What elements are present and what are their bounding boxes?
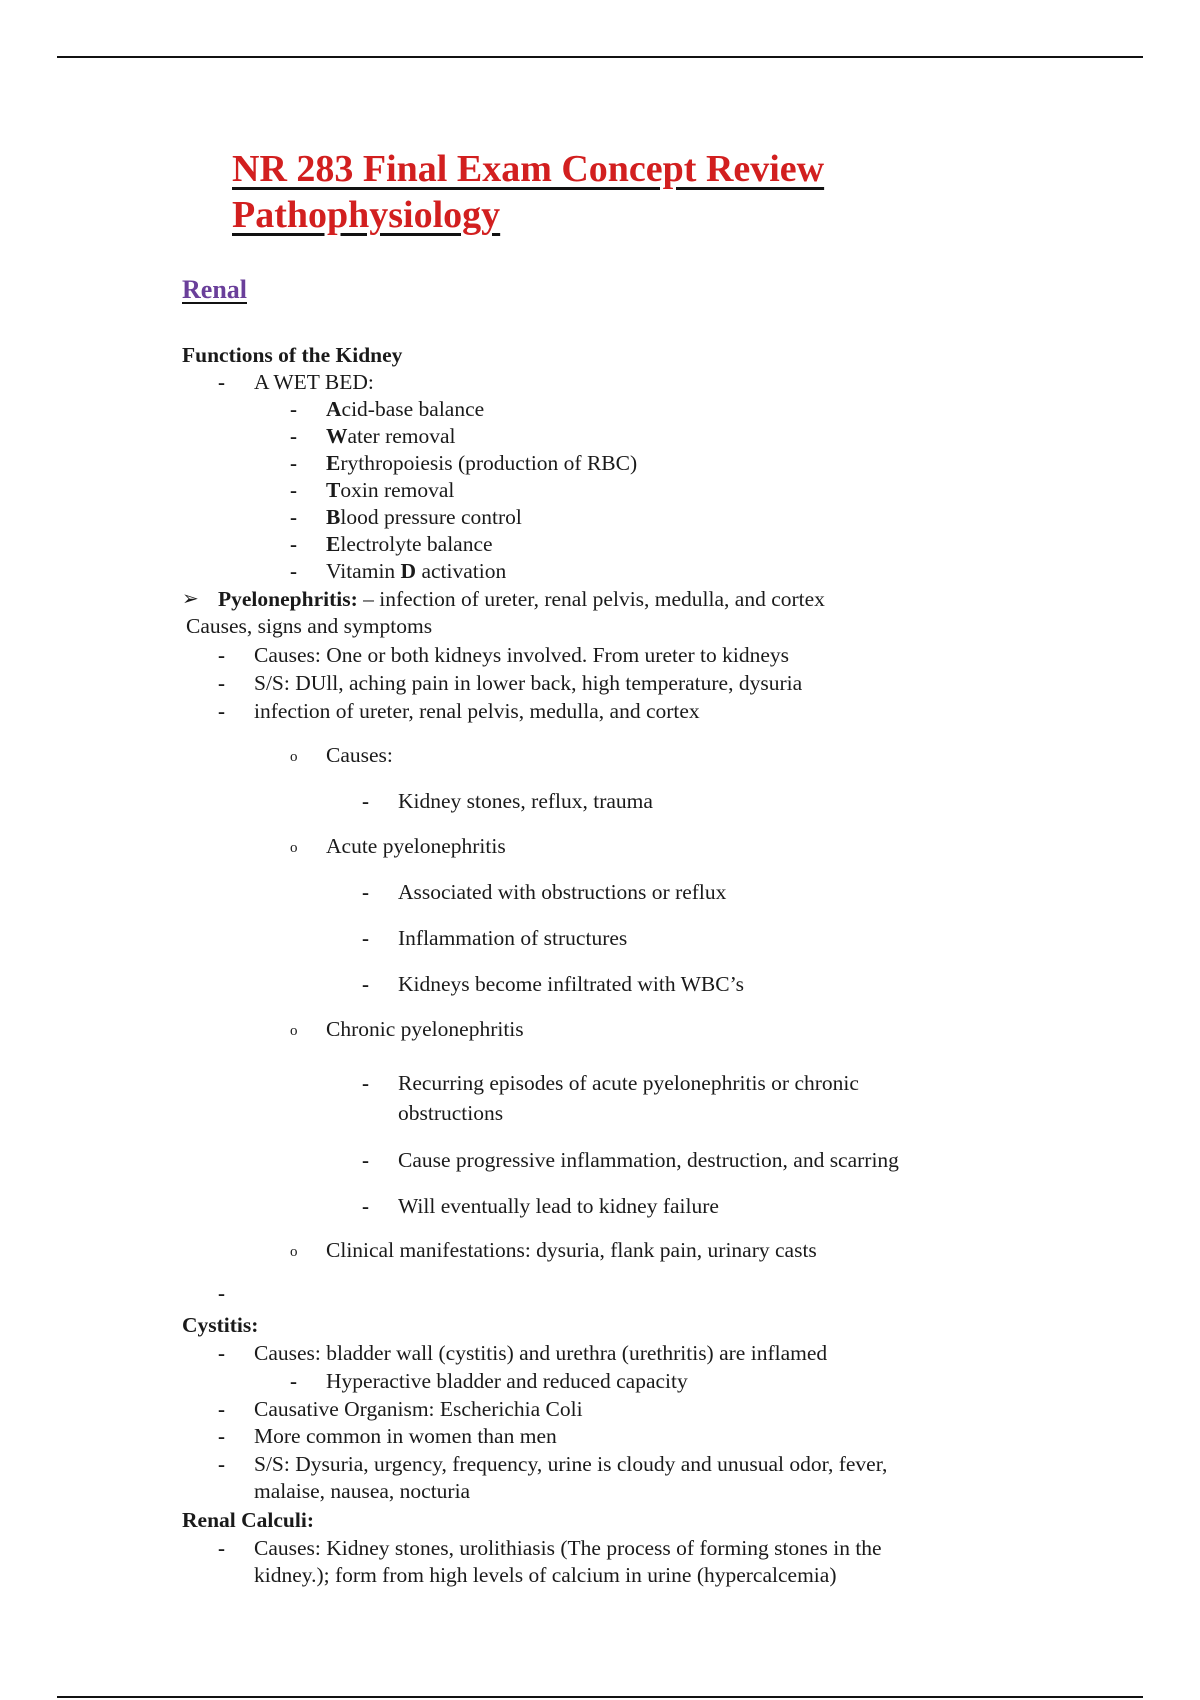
bullet-marker: -: [290, 397, 297, 421]
circle-bullet-icon: o: [290, 1244, 298, 1260]
pyelo-bullet-causes: Causes: One or both kidneys involved. From ureter to kidneys: [254, 643, 790, 667]
bullet-marker: -: [218, 1452, 225, 1476]
title-line-2: Pathophysiology: [232, 194, 501, 236]
bullet-marker: -: [362, 880, 369, 904]
bullet-marker: -: [362, 1148, 369, 1172]
chronic-label: Chronic pyelonephritis: [326, 1017, 524, 1041]
bullet-marker: -: [362, 1071, 369, 1095]
bullet-marker: -: [290, 559, 297, 583]
bullet-marker: -: [290, 424, 297, 448]
bullet-marker: -: [290, 451, 297, 475]
calculi-bullet-continued: kidney.); form from high levels of calcium in urine (hypercalcemia): [254, 1563, 837, 1587]
bullet-marker: -: [218, 1397, 225, 1421]
title-line-1: NR 283 Final Exam Concept Review: [232, 148, 825, 190]
bullet-marker: -: [362, 972, 369, 996]
top-rule: [57, 56, 1143, 58]
arrow-bullet-icon: ➢: [182, 588, 199, 610]
function-item-electrolyte: Electrolyte balance: [326, 532, 493, 556]
circle-bullet-icon: o: [290, 840, 298, 856]
empty-bullet-marker: -: [218, 1281, 225, 1305]
function-item-water: Water removal: [326, 424, 456, 448]
acute-label: Acute pyelonephritis: [326, 834, 506, 858]
causes-item: Kidney stones, reflux, trauma: [398, 789, 653, 813]
chronic-item: Recurring episodes of acute pyelonephritis or chronic: [398, 1071, 859, 1095]
bullet-marker: -: [362, 1194, 369, 1218]
bullet-marker: -: [362, 789, 369, 813]
function-item-toxin: Toxin removal: [326, 478, 455, 502]
pyelonephritis-line: Pyelonephritis: – infection of ureter, renal pelvis, medulla, and cortex: [218, 587, 825, 611]
calculi-bullet: Causes: Kidney stones, urolithiasis (The process of forming stones in the: [254, 1536, 882, 1560]
function-item-blood-pressure: Blood pressure control: [326, 505, 522, 529]
mnemonic-line: A WET BED:: [254, 370, 374, 394]
cystitis-subbullet: Hyperactive bladder and reduced capacity: [326, 1369, 688, 1393]
bullet-marker: -: [218, 370, 225, 394]
functions-heading: Functions of the Kidney: [182, 343, 403, 367]
cystitis-heading: Cystitis:: [182, 1313, 259, 1337]
pyelonephritis-subheading: Causes, signs and symptoms: [186, 614, 433, 638]
bullet-marker: -: [218, 1424, 225, 1448]
cystitis-bullet: Causes: bladder wall (cystitis) and urethra (urethritis) are inflamed: [254, 1341, 828, 1365]
acute-item: Inflammation of structures: [398, 926, 628, 950]
bullet-marker: -: [218, 1536, 225, 1560]
pyelo-bullet-infection: infection of ureter, renal pelvis, medulla, and cortex: [254, 699, 700, 723]
bullet-marker: -: [290, 532, 297, 556]
circle-bullet-icon: o: [290, 1023, 298, 1039]
chronic-item: Cause progressive inflammation, destruction, and scarring: [398, 1148, 899, 1172]
causes-label: Causes:: [326, 743, 393, 767]
bullet-marker: -: [218, 643, 225, 667]
bullet-marker: -: [218, 699, 225, 723]
bottom-rule: [57, 1696, 1143, 1698]
chronic-item-continued: obstructions: [398, 1101, 504, 1125]
cystitis-bullet: Causative Organism: Escherichia Coli: [254, 1397, 583, 1421]
cystitis-bullet: More common in women than men: [254, 1424, 557, 1448]
clinical-manifestations: Clinical manifestations: dysuria, flank pain, urinary casts: [326, 1238, 817, 1262]
bullet-marker: -: [362, 926, 369, 950]
acute-item: Kidneys become infiltrated with WBC’s: [398, 972, 744, 996]
function-item-vitamin-d: Vitamin D activation: [326, 559, 507, 583]
document-title: [232, 146, 824, 238]
bullet-marker: -: [218, 1341, 225, 1365]
bullet-marker: -: [290, 1369, 297, 1393]
bullet-marker: -: [290, 478, 297, 502]
bullet-marker: -: [218, 671, 225, 695]
function-item-erythropoiesis: Erythropoiesis (production of RBC): [326, 451, 638, 475]
section-heading-renal: Renal: [182, 275, 247, 304]
acute-item: Associated with obstructions or reflux: [398, 880, 727, 904]
pyelo-bullet-signs: S/S: DUll, aching pain in lower back, high temperature, dysuria: [254, 671, 803, 695]
calculi-heading: Renal Calculi:: [182, 1508, 314, 1532]
bullet-marker: -: [290, 505, 297, 529]
cystitis-bullet-continued: malaise, nausea, nocturia: [254, 1479, 471, 1503]
circle-bullet-icon: o: [290, 749, 298, 765]
chronic-item: Will eventually lead to kidney failure: [398, 1194, 719, 1218]
function-item-acid-base: Acid-base balance: [326, 397, 485, 421]
cystitis-bullet: S/S: Dysuria, urgency, frequency, urine is cloudy and unusual odor, fever,: [254, 1452, 888, 1476]
